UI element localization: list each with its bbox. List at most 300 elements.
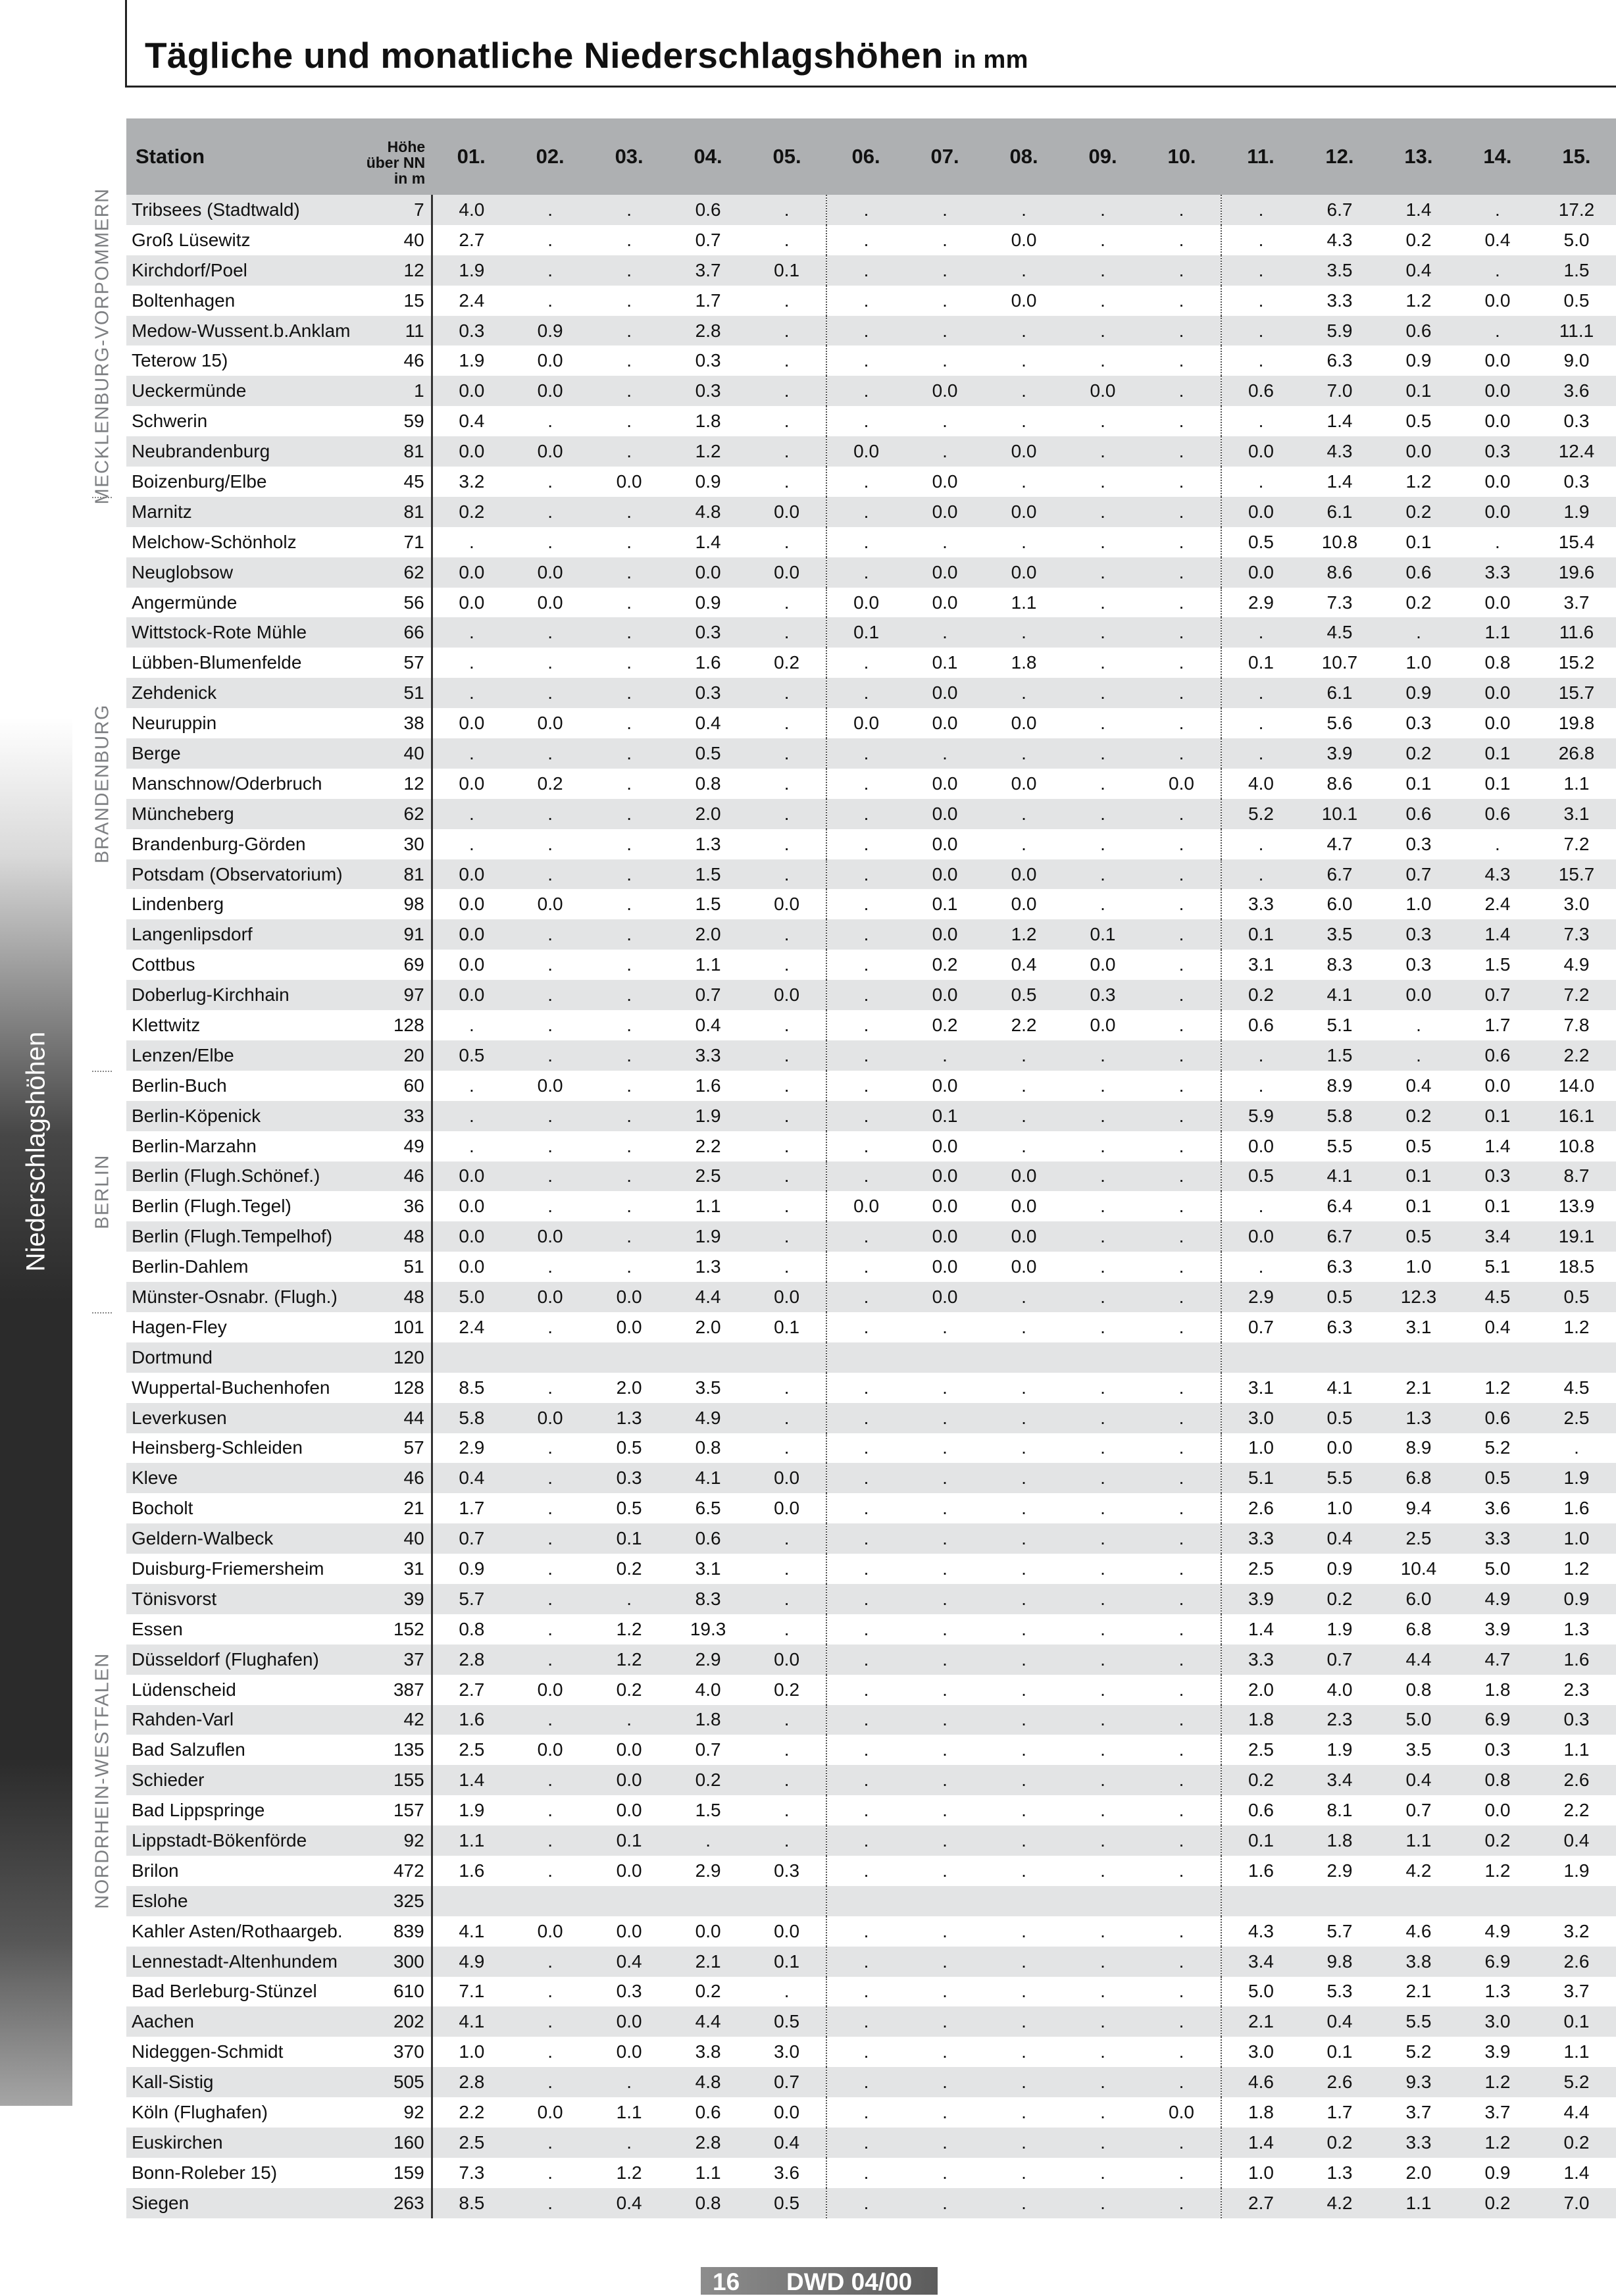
day-value: 3.0 [1563, 894, 1590, 915]
station-elevation: 202 [353, 2006, 432, 2037]
day-value: . [747, 738, 826, 769]
day-value: . [626, 1014, 632, 1035]
day-value: 0.3 [459, 320, 485, 341]
day-value: 0.3 [695, 380, 721, 401]
day-value: 0.0 [1142, 2097, 1221, 2128]
day-value: 0.0 [1011, 894, 1037, 915]
day-value: . [942, 2041, 947, 2062]
day-value: . [1142, 859, 1221, 890]
day-value: 0.0 [616, 2041, 642, 2062]
day-value: 1.0 [1405, 652, 1432, 673]
day-value: . [942, 1588, 947, 1609]
day-value: 26.8 [1558, 742, 1595, 763]
day-value: . [1142, 1645, 1221, 1675]
station-name: Neuruppin [132, 713, 217, 734]
station-name: Essen [132, 1618, 183, 1639]
page-title [145, 34, 1028, 76]
day-value: 5.7 [1326, 1920, 1353, 1941]
day-value: 2.2 [695, 1135, 721, 1156]
day-value: . [863, 1135, 869, 1156]
day-value: . [547, 411, 553, 432]
day-value: 11.1 [1559, 320, 1594, 341]
station-name: Tönisvorst [132, 1588, 217, 1609]
day-value: 1.8 [1011, 652, 1037, 673]
day-value: . [1021, 1044, 1026, 1065]
day-value: . [1142, 316, 1221, 346]
day-value: 0.7 [695, 1739, 721, 1760]
station-elevation: 1 [353, 376, 432, 406]
day-value: . [626, 894, 632, 915]
day-value: . [1142, 1131, 1221, 1161]
day-value: 3.1 [1248, 1377, 1274, 1398]
day-value: . [1142, 1584, 1221, 1614]
day-value: . [1100, 471, 1105, 492]
day-value: 0.5 [1248, 531, 1274, 552]
day-value: . [1100, 1256, 1105, 1277]
station-name: Berlin-Buch [132, 1075, 227, 1096]
day-value: 4.5 [1326, 622, 1353, 643]
day-value: . [1416, 1014, 1421, 1035]
day-value: 0.0 [537, 713, 563, 734]
day-value: . [1142, 376, 1221, 406]
day-value: 0.8 [1405, 1679, 1432, 1700]
station-name: Bonn-Roleber 15) [132, 2162, 278, 2183]
day-value: 4.4 [695, 1287, 721, 1307]
day-value: 0.0 [1248, 561, 1274, 582]
region-label [83, 497, 122, 1071]
day-value: . [1021, 1377, 1026, 1398]
station-elevation: 300 [353, 1947, 432, 1977]
day-value: . [1258, 290, 1264, 311]
day-value: . [747, 286, 826, 316]
day-value: . [1142, 738, 1221, 769]
day-value: 0.7 [1405, 1800, 1432, 1821]
day-value: 0.0 [747, 1493, 826, 1523]
header-day: 13. [1404, 145, 1433, 168]
day-value: 0.0 [853, 592, 880, 613]
day-value: 3.0 [1484, 2011, 1511, 2032]
day-value: 2.9 [459, 1437, 485, 1458]
day-value: . [747, 1977, 826, 2007]
day-value: 0.0 [459, 894, 485, 915]
day-value: . [1142, 1433, 1221, 1464]
day-value: . [863, 1014, 869, 1035]
station-elevation: 387 [353, 1675, 432, 1705]
day-value: 0.1 [932, 1105, 958, 1126]
day-value: . [942, 1377, 947, 1398]
day-value: 0.2 [616, 1679, 642, 1700]
station-elevation: 152 [353, 1614, 432, 1645]
day-value: 0.4 [1405, 259, 1432, 280]
day-value: 4.3 [1326, 229, 1353, 250]
day-value: 0.2 [932, 954, 958, 975]
day-value: . [1495, 320, 1500, 341]
day-value: . [1142, 1977, 1221, 2007]
day-value: 1.7 [695, 290, 721, 311]
day-value: . [1142, 527, 1221, 557]
day-value: 3.2 [1563, 1920, 1590, 1941]
day-value: 0.0 [1248, 1135, 1274, 1156]
day-value: 5.1 [1484, 1256, 1511, 1277]
day-value: . [747, 1191, 826, 1221]
day-value: 1.1 [1484, 622, 1511, 643]
day-value: 5.7 [459, 1588, 485, 1609]
day-value: . [747, 919, 826, 950]
day-value: 2.9 [695, 1648, 721, 1670]
publication-label: DWD 04/00 [786, 2268, 913, 2295]
day-value: 3.1 [695, 1558, 721, 1579]
header-day: 04. [694, 145, 722, 168]
day-value: 0.4 [1405, 1075, 1432, 1096]
station-elevation: 49 [353, 1131, 432, 1161]
day-value: 3.3 [1484, 1528, 1511, 1549]
day-value [590, 1342, 669, 1373]
day-value [747, 1886, 826, 1916]
station-elevation: 98 [353, 889, 432, 919]
day-value: 1.1 [1405, 1830, 1432, 1851]
day-value: 0.7 [695, 984, 721, 1006]
day-value: 6.3 [1326, 1316, 1353, 1337]
day-value: 6.3 [1326, 350, 1353, 371]
day-value: 0.4 [459, 411, 485, 432]
day-value: 0.7 [747, 2067, 826, 2097]
day-value: . [547, 863, 553, 884]
day-value: . [747, 950, 826, 980]
day-value: . [863, 1951, 869, 1972]
day-value: . [1142, 950, 1221, 980]
day-value: . [547, 622, 553, 643]
station-name: Brandenburg-Görden [132, 833, 306, 854]
day-value: 2.0 [1405, 2162, 1432, 2183]
day-value: . [1100, 229, 1105, 250]
table-row [126, 678, 1616, 708]
day-value: 8.5 [459, 2192, 485, 2213]
day-value: 0.0 [537, 1739, 563, 1760]
day-value: 6.1 [1326, 501, 1353, 522]
day-value: . [1258, 682, 1264, 703]
day-value: . [547, 1558, 553, 1579]
day-value: 10.8 [1558, 1135, 1595, 1156]
day-value: 5.9 [1326, 320, 1353, 341]
day-value: . [1021, 320, 1026, 341]
day-value: . [863, 1860, 869, 1881]
header-elevation [353, 118, 432, 195]
day-value: 1.2 [1011, 924, 1037, 945]
day-value: . [747, 859, 826, 890]
day-value: 2.5 [459, 2131, 485, 2153]
day-value: . [1416, 622, 1421, 643]
day-value: . [1258, 471, 1264, 492]
station-name: Berlin (Flugh.Tegel) [132, 1196, 291, 1217]
day-value: 1.7 [1484, 1014, 1511, 1035]
day-value: . [1142, 2037, 1221, 2067]
day-value: . [626, 954, 632, 975]
day-value: 2.0 [695, 924, 721, 945]
day-value [984, 1886, 1063, 1916]
day-value [1300, 1886, 1379, 1916]
day-value: . [1021, 1588, 1026, 1609]
station-elevation: 263 [353, 2188, 432, 2218]
day-value: 1.2 [695, 441, 721, 462]
day-value: 1.9 [459, 1800, 485, 1821]
station-name: Brilon [132, 1860, 179, 1881]
station-elevation: 11 [353, 316, 432, 346]
day-value: 0.0 [459, 561, 485, 582]
day-value [669, 1342, 747, 1373]
day-value: . [747, 527, 826, 557]
day-value: 1.4 [459, 1770, 485, 1791]
day-value: 0.0 [459, 954, 485, 975]
day-value: 0.6 [1405, 803, 1432, 824]
day-value: . [1100, 2041, 1105, 2062]
day-value: . [1142, 1373, 1221, 1403]
day-value: 0.5 [1563, 1287, 1590, 1307]
day-value: 0.7 [1248, 1316, 1274, 1337]
day-value: . [863, 924, 869, 945]
day-value: 0.3 [695, 622, 721, 643]
day-value: 8.5 [459, 1377, 485, 1398]
day-value: 2.4 [459, 290, 485, 311]
day-value: . [469, 1075, 474, 1096]
day-value: 3.9 [1484, 2041, 1511, 2062]
side-tab [0, 717, 72, 2106]
station-elevation: 40 [353, 738, 432, 769]
day-value: . [626, 320, 632, 341]
table-row [126, 376, 1616, 406]
day-value: . [863, 984, 869, 1006]
day-value: . [469, 531, 474, 552]
day-value: 1.7 [459, 1498, 485, 1519]
day-value: 0.2 [1326, 1588, 1353, 1609]
day-value: . [1142, 2158, 1221, 2188]
station-name: Nideggen-Schmidt [132, 2041, 284, 2062]
day-value: . [1021, 1739, 1026, 1760]
station-name: Medow-Wussent.b.Anklam [132, 320, 351, 341]
day-value: . [1258, 259, 1264, 280]
region-label [83, 1071, 122, 1312]
table-row [126, 1131, 1616, 1161]
day-value: . [626, 924, 632, 945]
station-name: Eslohe [132, 1890, 188, 1911]
day-value: 6.8 [1405, 1467, 1432, 1489]
day-value: 4.1 [695, 1467, 721, 1489]
day-value: . [1258, 713, 1264, 734]
day-value: 0.0 [537, 350, 563, 371]
day-value: 3.5 [1405, 1739, 1432, 1760]
day-value: 0.0 [1011, 1226, 1037, 1247]
day-value: 1.6 [1563, 1648, 1590, 1670]
day-value: 0.4 [1011, 954, 1037, 975]
day-value: . [547, 1377, 553, 1398]
day-value: 0.1 [932, 652, 958, 673]
day-value: 0.2 [1563, 2131, 1590, 2153]
day-value: 1.2 [616, 1618, 642, 1639]
day-value: 1.1 [1563, 1739, 1590, 1760]
station-elevation: 505 [353, 2067, 432, 2097]
day-value: 8.3 [1326, 954, 1353, 975]
day-value: 0.3 [747, 1856, 826, 1886]
station-elevation: 57 [353, 648, 432, 678]
day-value: . [942, 1800, 947, 1821]
day-value: 1.0 [1248, 2162, 1274, 2183]
day-value: . [863, 501, 869, 522]
day-value: . [1416, 1044, 1421, 1065]
day-value: . [469, 1014, 474, 1035]
day-value: . [747, 1221, 826, 1252]
day-value: 0.2 [695, 1981, 721, 2002]
day-value: 0.0 [459, 924, 485, 945]
day-value: . [747, 436, 826, 467]
day-value: . [1100, 290, 1105, 311]
day-value: 1.3 [1563, 1618, 1590, 1639]
day-value: 1.6 [459, 1709, 485, 1730]
day-value: 0.2 [459, 501, 485, 522]
day-value: 0.1 [1484, 1196, 1511, 1217]
day-value: 0.0 [932, 1226, 958, 1247]
day-value: 3.3 [1248, 1648, 1274, 1670]
day-value: . [1142, 1221, 1221, 1252]
day-value: 1.8 [1248, 2102, 1274, 2123]
station-name: Rahden-Varl [132, 1709, 234, 1730]
day-value: 0.8 [695, 2192, 721, 2213]
day-value [1537, 1886, 1616, 1916]
day-value: . [1142, 1554, 1221, 1584]
day-value: 2.9 [1248, 592, 1274, 613]
day-value: . [547, 1860, 553, 1881]
day-value: 1.4 [1484, 1135, 1511, 1156]
station-elevation: 59 [353, 406, 432, 436]
day-value: . [747, 1705, 826, 1735]
day-value: 5.1 [1248, 1467, 1274, 1489]
region-divider [92, 497, 112, 498]
day-value: . [1021, 1316, 1026, 1337]
day-value: . [1100, 2072, 1105, 2093]
day-value: . [1100, 894, 1105, 915]
day-value: 3.7 [1563, 1981, 1590, 2002]
day-value: . [547, 531, 553, 552]
day-value: . [1142, 286, 1221, 316]
day-value: . [1142, 1735, 1221, 1765]
day-value: . [863, 1830, 869, 1851]
day-value: 0.0 [1011, 501, 1037, 522]
day-value: . [547, 1044, 553, 1065]
day-value: 1.2 [1484, 1377, 1511, 1398]
day-value: 1.9 [1563, 1467, 1590, 1489]
day-value: 2.4 [1484, 894, 1511, 915]
day-value: . [747, 195, 826, 225]
station-elevation: 128 [353, 1373, 432, 1403]
day-value: 4.3 [1248, 1920, 1274, 1941]
day-value: . [1100, 1226, 1105, 1247]
table-row [126, 316, 1616, 346]
station-elevation: 120 [353, 1342, 432, 1373]
day-value: . [942, 1437, 947, 1458]
day-value: 1.0 [1405, 894, 1432, 915]
day-value: 0.0 [1326, 1437, 1353, 1458]
day-value: 7.2 [1563, 984, 1590, 1006]
day-value: . [1142, 889, 1221, 919]
day-value: 1.0 [1405, 1256, 1432, 1277]
day-value: 5.2 [1563, 2072, 1590, 2093]
header-row [126, 118, 1616, 195]
day-value: . [1142, 617, 1221, 648]
day-value: . [1021, 2041, 1026, 2062]
day-value: 0.9 [695, 592, 721, 613]
day-value: 5.0 [1563, 229, 1590, 250]
day-value: 0.1 [1563, 2011, 1590, 2032]
day-value: . [942, 411, 947, 432]
day-value: 4.4 [695, 2011, 721, 2032]
station-elevation: 42 [353, 1705, 432, 1735]
day-value: 7.0 [1563, 2192, 1590, 2213]
day-value: . [863, 471, 869, 492]
day-value: 0.8 [1484, 1770, 1511, 1791]
day-value: 0.5 [616, 1498, 642, 1519]
day-value: 5.2 [1405, 2041, 1432, 2062]
day-value: . [863, 1981, 869, 2002]
day-value: 0.0 [853, 1196, 880, 1217]
table-row [126, 859, 1616, 890]
day-value: . [1142, 2188, 1221, 2218]
day-value: 2.5 [1248, 1739, 1274, 1760]
table-row [126, 195, 1616, 225]
day-value: . [942, 1770, 947, 1791]
station-name: Zehdenick [132, 682, 217, 703]
day-value: . [863, 742, 869, 763]
day-value: 0.6 [1405, 320, 1432, 341]
day-value: 1.4 [1326, 471, 1353, 492]
day-value: 0.6 [1484, 1044, 1511, 1065]
day-value: . [1100, 1558, 1105, 1579]
day-value: . [1142, 557, 1221, 588]
day-value: . [547, 2131, 553, 2153]
day-value: . [1100, 1044, 1105, 1065]
day-value [826, 1886, 905, 1916]
day-value: 1.8 [1484, 1679, 1511, 1700]
day-value: . [1142, 799, 1221, 829]
station-name: Boizenburg/Elbe [132, 471, 267, 492]
station-elevation: 20 [353, 1040, 432, 1071]
day-value: 0.0 [1484, 411, 1511, 432]
day-value: . [1100, 1105, 1105, 1126]
day-value: 0.0 [616, 1800, 642, 1821]
day-value: 4.5 [1484, 1287, 1511, 1307]
day-value: . [1100, 622, 1105, 643]
station-elevation: 21 [353, 1493, 432, 1523]
table-row [126, 1645, 1616, 1675]
day-value [511, 1342, 590, 1373]
table-header [126, 118, 1616, 195]
day-value: . [1142, 980, 1221, 1010]
day-value: 0.0 [747, 980, 826, 1010]
day-value: . [863, 1044, 869, 1065]
day-value: 5.0 [459, 1287, 485, 1307]
day-value: . [1021, 1709, 1026, 1730]
day-value: 3.0 [1248, 1407, 1274, 1428]
day-value: . [1258, 742, 1264, 763]
day-value: . [747, 1040, 826, 1071]
day-value: 0.5 [1326, 1407, 1353, 1428]
day-value: . [863, 1316, 869, 1337]
day-value: . [1100, 1648, 1105, 1670]
day-value: . [626, 501, 632, 522]
day-value: . [547, 1316, 553, 1337]
day-value: 0.0 [459, 1256, 485, 1277]
day-value: 0.0 [1011, 561, 1037, 582]
day-value: 2.6 [1326, 2072, 1353, 2093]
day-value: 13.9 [1558, 1196, 1595, 1217]
header-day: 14. [1483, 145, 1512, 168]
